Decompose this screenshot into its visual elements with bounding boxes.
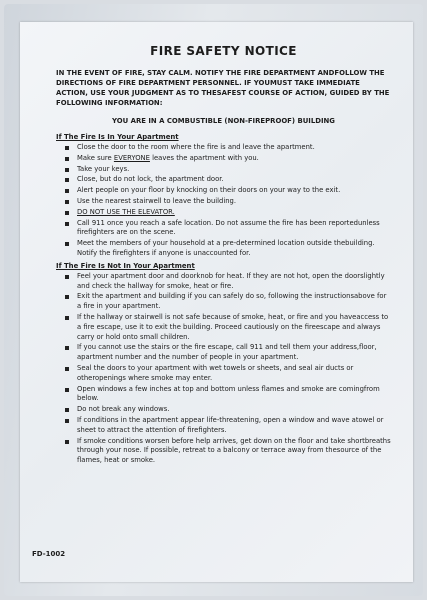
instruction-item — [56, 385, 391, 405]
instruction-item — [56, 239, 391, 259]
section-heading-in-apartment: If The Fire Is In Your Apartment — [56, 133, 179, 141]
intro-paragraph: IN THE EVENT OF FIRE, STAY CALM. NOTIFY THE FIRE DEPARTMENT ANDFOLLOW THE DIRECTIONS OF FIRE DEPARTMENT PERSONNEL. IF YOUMUST TAKE IMMEDIATE ACTION, USE YOUR JUDGMENT AS TO THESAFEST COURSE OF ACTION, GUIDED BY THE FOLLOWING INFORMATION: — [56, 69, 390, 107]
bullet-icon — [65, 346, 69, 350]
instruction-text: leaves the apartment with you. — [149, 153, 259, 162]
instruction-text: Make sure — [77, 153, 114, 162]
bullet-icon — [65, 295, 69, 299]
bullet-icon — [65, 419, 69, 423]
bullet-icon — [65, 275, 69, 279]
form-code: FD-1002 — [32, 550, 66, 558]
instruction-item — [56, 313, 391, 342]
instruction-item — [56, 405, 391, 415]
instruction-emphasis: DO NOT USE THE ELEVATOR. — [77, 207, 175, 216]
bullet-icon — [65, 408, 69, 412]
bullet-icon — [65, 316, 69, 320]
bullet-icon — [65, 388, 69, 392]
instruction-text: Take your keys. — [77, 164, 130, 173]
instruction-item — [56, 154, 391, 164]
bullet-icon — [65, 146, 69, 150]
instruction-item — [56, 143, 391, 153]
instruction-item — [56, 197, 391, 207]
instruction-item — [56, 186, 391, 196]
bullet-icon — [65, 440, 69, 444]
bullet-icon — [65, 200, 69, 204]
instruction-text: If conditions in the apartment appear life-threatening, open a window and wave atowel or sheet to attract the attention of firefighters. — [77, 415, 384, 434]
instruction-item — [56, 208, 391, 218]
bullet-icon — [65, 168, 69, 172]
instruction-item — [56, 272, 391, 292]
instruction-text: Close, but do not lock, the apartment door. — [77, 175, 224, 184]
instruction-item — [56, 175, 391, 185]
bullet-icon — [65, 211, 69, 215]
instruction-text: If the hallway or stairwell is not safe because of smoke, heat, or fire and you haveaccess to a fire escape, use it to exit the building. Proceed cautiously on the fireescape and always carry or hold onto small children. — [77, 312, 389, 341]
instruction-text: Do not break any windows. — [77, 405, 170, 414]
instruction-text: Call 911 once you reach a safe location. Do not assume the fire has been reportedunless firefighters are on the scene. — [77, 218, 380, 237]
instructions-list-not-in-apartment — [56, 272, 391, 466]
instruction-item — [56, 416, 391, 436]
bullet-icon — [65, 157, 69, 161]
instruction-text: Use the nearest stairwell to leave the building. — [77, 196, 237, 205]
bullet-icon — [65, 367, 69, 371]
bullet-icon — [65, 189, 69, 193]
instruction-item — [56, 165, 391, 175]
instruction-text: Close the door to the room where the fire is and leave the apartment. — [77, 143, 315, 151]
instruction-text: If smoke conditions worsen before help arrives, get down on the floor and take shortbreaths through your nose. If possible, retreat to a balcony or terrace away from thesource of the flames, heat or smoke. — [77, 436, 391, 465]
instructions-list-in-apartment — [56, 143, 391, 259]
instruction-item — [56, 292, 391, 312]
plastic-sleeve — [4, 4, 423, 596]
instruction-text: Exit the apartment and building if you can safely do so, following the instructionsabove for a fire in your apartment. — [77, 292, 387, 311]
instruction-item — [56, 364, 391, 384]
notice-sheet — [20, 22, 413, 582]
instruction-text: Alert people on your floor by knocking on their doors on your way to the exit. — [77, 186, 341, 195]
building-type: YOU ARE IN A COMBUSTIBLE (NON-FIREPROOF) BUILDING — [112, 117, 335, 125]
instruction-item — [56, 219, 391, 239]
bullet-icon — [65, 242, 69, 246]
bullet-icon — [65, 222, 69, 226]
instruction-text: If you cannot use the stairs or the fire escape, call 911 and tell them your address,floor, apartment number and the number of people in your apartment. — [77, 343, 377, 362]
instruction-emphasis: EVERYONE — [113, 153, 150, 162]
instruction-text: Seal the doors to your apartment with wet towels or sheets, and seal air ducts or otheropenings where smoke may enter. — [77, 363, 354, 382]
instruction-text: Open windows a few inches at top and bottom unless flames and smoke are comingfrom below. — [77, 384, 380, 403]
bullet-icon — [65, 178, 69, 182]
notice-content — [56, 44, 391, 469]
instruction-text: Meet the members of your household at a pre-determined location outside thebuilding. Notify the firefighters if anyone is unaccounted for. — [77, 239, 375, 257]
instruction-item — [56, 437, 391, 466]
instruction-text: Feel your apartment door and doorknob for heat. If they are not hot, open the doorslightly and check the hallway for smoke, heat or fire. — [77, 271, 385, 290]
instruction-item — [56, 343, 391, 363]
section-heading-not-in-apartment: If The Fire Is Not In Your Apartment — [56, 261, 195, 270]
notice-title: FIRE SAFETY NOTICE — [150, 44, 297, 58]
